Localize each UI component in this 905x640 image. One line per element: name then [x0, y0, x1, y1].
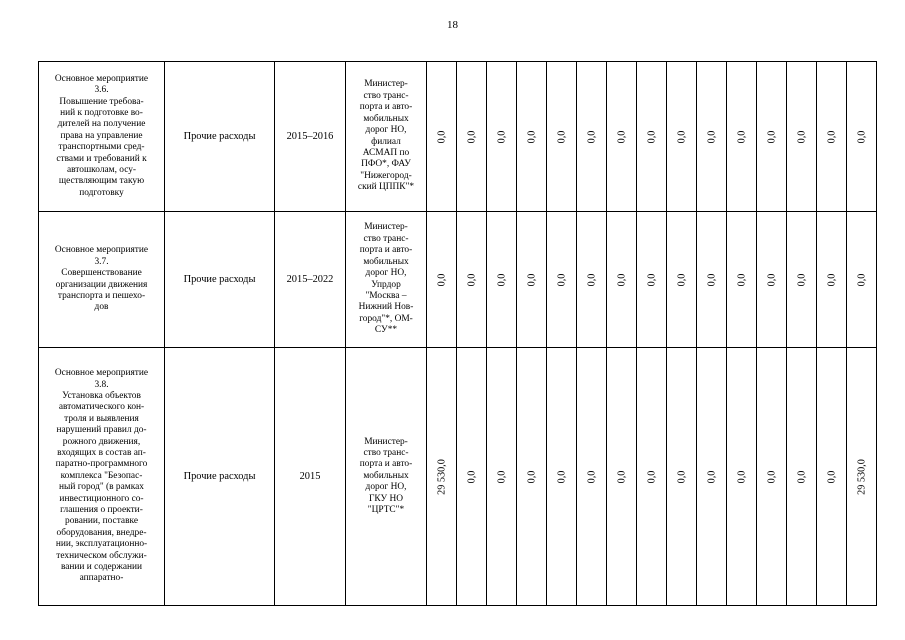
value-text: 0,0	[675, 130, 687, 143]
value-text: 0,0	[675, 470, 687, 483]
value-text: 0,0	[645, 470, 657, 483]
expense-type-cell	[165, 348, 275, 606]
value-text: 0,0	[465, 273, 477, 286]
value-text: 0,0	[525, 273, 537, 286]
value-text: 29 530,0	[855, 458, 867, 495]
value-cell	[487, 62, 517, 212]
period-cell	[275, 348, 346, 606]
value-text: 0,0	[765, 273, 777, 286]
value-cell	[487, 348, 517, 606]
activity-name-cell-text: Основное мероприятие 3.6. Повышение требова- ний к подготовке во- дителей на получение права на управление транспортными сред- ствами и требований к автошколам, осу- ществляющим такую подготовку	[54, 73, 149, 198]
value-text: 0,0	[525, 470, 537, 483]
value-cell	[547, 212, 577, 348]
period-cell-text: 2015–2016	[286, 130, 334, 142]
value-cell	[697, 62, 727, 212]
value-cell	[577, 212, 607, 348]
activity-name-cell-text: Основное мероприятие 3.7. Совершенствование организации движения транспорта и пешехо- дов	[54, 245, 149, 313]
value-text: 0,0	[435, 130, 447, 143]
value-cell	[487, 212, 517, 348]
value-cell	[427, 212, 457, 348]
activity-name-cell-text: Основное мероприятие 3.8. Установка объектов автоматического кон- троля и выявления нарушений правил до- рожного движения, входящих в состав ап- паратно-программного комплекса "Безопас- ный город" (в рамках инвестиционного со- глашения о проекти- ровании, поставке оборудования, внедре- нии, эксплуатационно- техническом обслужи- вании и содержании аппаратно-	[54, 368, 149, 584]
executor-cell	[346, 212, 427, 348]
value-text: 0,0	[615, 470, 627, 483]
value-cell	[577, 348, 607, 606]
value-cell	[517, 348, 547, 606]
value-cell	[607, 348, 637, 606]
value-text: 0,0	[615, 273, 627, 286]
expense-type-cell-text: Прочие расходы	[183, 273, 256, 285]
value-cell	[757, 212, 787, 348]
activity-name-cell	[39, 62, 165, 212]
value-text: 0,0	[465, 130, 477, 143]
page-number: 18	[447, 19, 458, 31]
value-cell	[457, 62, 487, 212]
value-cell	[757, 62, 787, 212]
value-cell	[547, 348, 577, 606]
value-text: 0,0	[495, 470, 507, 483]
value-text: 0,0	[735, 130, 747, 143]
value-text: 0,0	[645, 273, 657, 286]
value-cell	[457, 212, 487, 348]
value-text: 0,0	[555, 273, 567, 286]
value-text: 0,0	[495, 130, 507, 143]
program-activities-table	[38, 61, 877, 606]
value-cell	[847, 62, 877, 212]
period-cell	[275, 62, 346, 212]
value-text: 0,0	[825, 130, 837, 143]
value-text: 0,0	[585, 273, 597, 286]
value-cell	[517, 212, 547, 348]
value-cell	[817, 348, 847, 606]
value-cell	[727, 348, 757, 606]
value-text: 0,0	[765, 130, 777, 143]
executor-cell	[346, 348, 427, 606]
value-cell	[667, 212, 697, 348]
executor-cell-text: Министер- ство транс- порта и авто- мобильных дорог НО, Упрдор "Москва – Нижний Нов- город"*, ОМ- СУ**	[358, 222, 414, 336]
period-cell-text: 2015	[299, 470, 321, 482]
value-cell	[637, 348, 667, 606]
value-cell	[817, 212, 847, 348]
period-cell-text: 2015–2022	[286, 273, 334, 285]
expense-type-cell	[165, 212, 275, 348]
value-text: 29 530,0	[435, 458, 447, 495]
expense-type-cell-text: Прочие расходы	[183, 470, 256, 482]
value-cell	[547, 62, 577, 212]
value-cell	[667, 348, 697, 606]
activity-name-cell	[39, 348, 165, 606]
value-text: 0,0	[765, 470, 777, 483]
value-cell	[847, 348, 877, 606]
table-row	[39, 212, 877, 348]
value-text: 0,0	[705, 130, 717, 143]
value-cell	[637, 212, 667, 348]
value-cell	[697, 348, 727, 606]
value-cell	[787, 212, 817, 348]
value-text: 0,0	[825, 470, 837, 483]
value-cell	[727, 212, 757, 348]
value-cell	[727, 62, 757, 212]
value-text: 0,0	[555, 130, 567, 143]
value-cell	[607, 62, 637, 212]
value-cell	[817, 62, 847, 212]
value-cell	[517, 62, 547, 212]
value-cell	[637, 62, 667, 212]
expense-type-cell-text: Прочие расходы	[183, 130, 256, 142]
value-text: 0,0	[855, 273, 867, 286]
value-text: 0,0	[795, 273, 807, 286]
value-text: 0,0	[735, 470, 747, 483]
executor-cell	[346, 62, 427, 212]
value-cell	[667, 62, 697, 212]
value-text: 0,0	[675, 273, 687, 286]
value-cell	[457, 348, 487, 606]
table-row	[39, 62, 877, 212]
value-text: 0,0	[855, 130, 867, 143]
value-text: 0,0	[705, 470, 717, 483]
value-text: 0,0	[555, 470, 567, 483]
activity-name-cell	[39, 212, 165, 348]
value-cell	[757, 348, 787, 606]
value-text: 0,0	[435, 273, 447, 286]
value-cell	[697, 212, 727, 348]
value-text: 0,0	[645, 130, 657, 143]
value-cell	[577, 62, 607, 212]
value-text: 0,0	[735, 273, 747, 286]
executor-cell-text: Министер- ство транс- порта и авто- мобильных дорог НО, филиал АСМАП по ПФО*, ФАУ "Нижегород- ский ЦППК"*	[357, 79, 415, 193]
period-cell	[275, 212, 346, 348]
value-text: 0,0	[795, 470, 807, 483]
value-cell	[787, 348, 817, 606]
value-cell	[427, 348, 457, 606]
value-text: 0,0	[495, 273, 507, 286]
value-text: 0,0	[525, 130, 537, 143]
value-text: 0,0	[585, 130, 597, 143]
value-text: 0,0	[585, 470, 597, 483]
value-text: 0,0	[465, 470, 477, 483]
value-cell	[847, 212, 877, 348]
value-text: 0,0	[825, 273, 837, 286]
value-text: 0,0	[705, 273, 717, 286]
value-cell	[787, 62, 817, 212]
value-text: 0,0	[615, 130, 627, 143]
expense-type-cell	[165, 62, 275, 212]
table-row	[39, 348, 877, 606]
value-cell	[427, 62, 457, 212]
executor-cell-text: Министер- ство транс- порта и авто- мобильных дорог НО, ГКУ НО "ЦРТС"*	[359, 436, 413, 516]
value-cell	[607, 212, 637, 348]
value-text: 0,0	[795, 130, 807, 143]
